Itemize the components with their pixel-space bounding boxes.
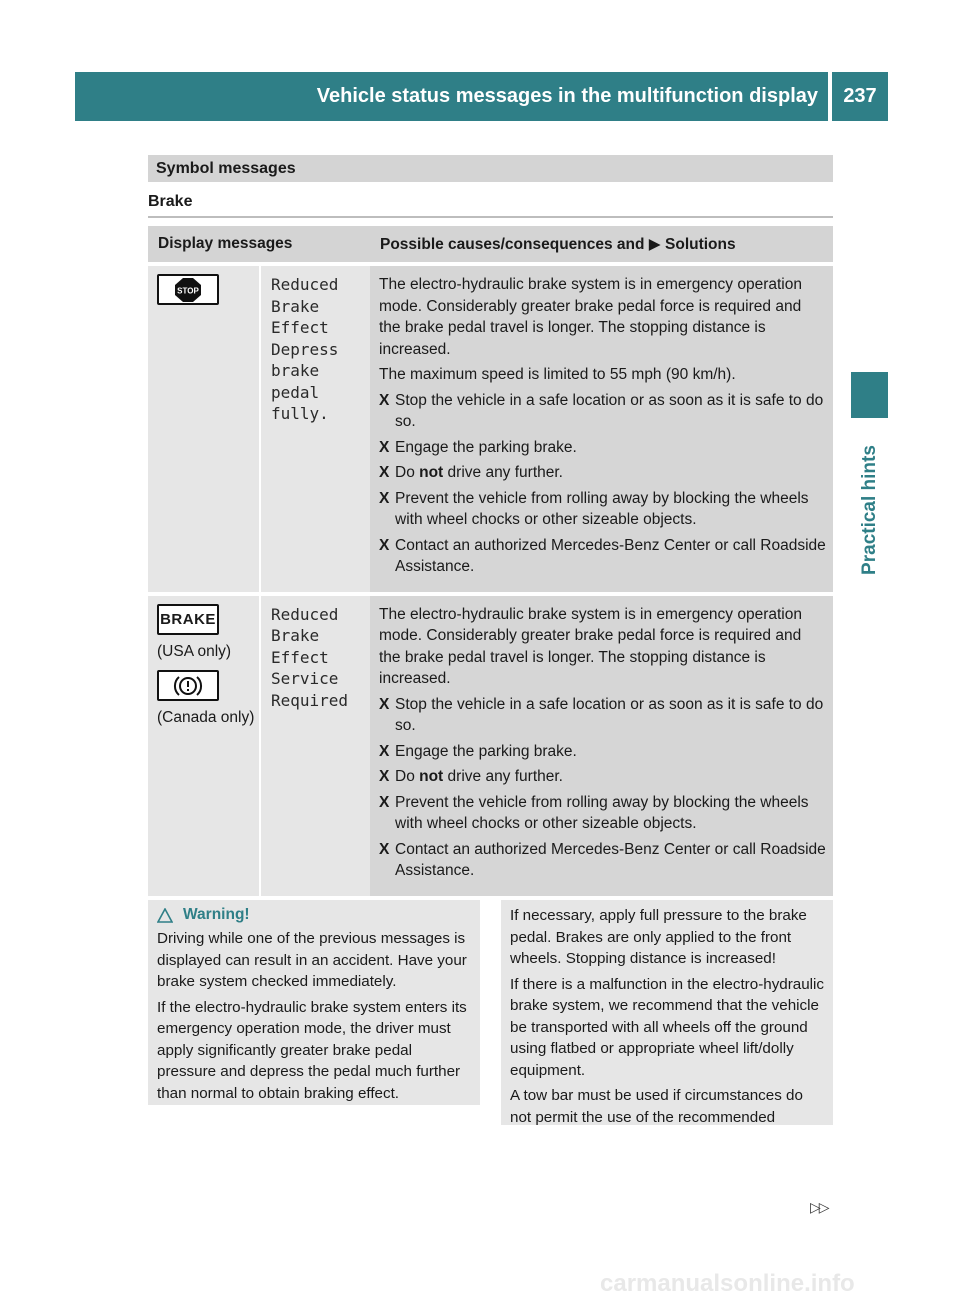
- solution-step-text: Stop the vehicle in a safe location or as soon as it is safe to do so.: [395, 391, 824, 430]
- table-row: [148, 262, 833, 592]
- cause-paragraph: The electro-hydraulic brake system is in emergency operation mode. Considerably greater brake pedal force is required and the brake pedal travel is longer. The stopping distance is increased.: [379, 276, 802, 358]
- brake-word-icon: [157, 604, 219, 635]
- page-header: [75, 72, 888, 121]
- causes-solutions-cell: [370, 266, 833, 592]
- emphasis-text: not: [419, 464, 444, 481]
- solution-step-text: Engage the parking brake.: [395, 742, 577, 760]
- subsection-title: Brake: [148, 193, 193, 210]
- column-header-display: Display messages: [158, 235, 293, 252]
- display-message-text: [259, 596, 370, 896]
- solution-step: [379, 694, 827, 737]
- step-arrow-icon: X: [379, 464, 390, 481]
- message-line: Effect: [271, 647, 329, 667]
- step-arrow-icon: X: [379, 536, 390, 554]
- table-header: [148, 226, 833, 262]
- display-message-text: [259, 266, 370, 592]
- warning-triangle-icon: [157, 908, 173, 923]
- warning-paragraph: Driving while one of the previous messages is displayed can result in an accident. Have your brake system checked immediately.: [157, 930, 467, 990]
- solution-step: [379, 839, 827, 882]
- message-line: Brake: [271, 626, 320, 645]
- solution-step: [379, 766, 827, 788]
- page-title: Vehicle status messages in the multifunction display: [75, 72, 828, 121]
- step-arrow-icon: X: [379, 768, 390, 785]
- cause-paragraph: The electro-hydraulic brake system is in emergency operation mode. Considerably greater brake pedal force is required and the brake pedal travel is longer. The stopping distance is increased.: [379, 605, 802, 687]
- solution-step: [379, 488, 827, 531]
- solution-step-text: Stop the vehicle in a safe location or as soon as it is safe to do so.: [395, 695, 824, 734]
- table-body: [148, 262, 833, 896]
- messages-table: [148, 226, 833, 896]
- brake-word: BRAKE: [160, 610, 216, 628]
- emphasis-text: not: [419, 768, 444, 785]
- message-line: Brake: [271, 296, 320, 316]
- message-line: Depress: [271, 339, 339, 359]
- note-paragraph: A tow bar must be used if circumstances do not permit the use of the recommended: [510, 1087, 803, 1126]
- page-number: 237: [832, 72, 888, 121]
- message-line: fully.: [271, 404, 329, 423]
- solution-step: [379, 792, 827, 835]
- solution-step: [379, 437, 827, 459]
- warning-title: Warning!: [183, 906, 250, 923]
- step-arrow-icon: X: [379, 391, 390, 409]
- warning-box: [148, 900, 480, 1105]
- display-symbol-cell: [148, 596, 259, 896]
- solution-step-text: Prevent the vehicle from rolling away by blocking the wheels with wheel chocks or other sizeable objects.: [395, 489, 809, 528]
- solution-step-text: Contact an authorized Mercedes-Benz Center or call Roadside Assistance.: [395, 840, 826, 879]
- chapter-tab-label: Practical hints: [858, 444, 880, 575]
- message-line: pedal: [271, 382, 320, 402]
- causes-solutions-cell: [370, 596, 833, 896]
- step-arrow-icon: X: [379, 695, 390, 713]
- stop-icon: [157, 274, 219, 305]
- chapter-tab[interactable]: [851, 423, 888, 596]
- solution-step-text: Prevent the vehicle from rolling away by blocking the wheels with wheel chocks or other sizeable objects.: [395, 793, 809, 832]
- solution-step-text: Engage the parking brake.: [395, 438, 577, 456]
- brake-warning-circle-icon: [157, 670, 219, 701]
- message-line: Service: [271, 669, 339, 688]
- solution-step: [379, 535, 827, 578]
- side-marker: [851, 372, 888, 418]
- note-paragraph: If there is a malfunction in the electro-hydraulic brake system, we recommend that the vehicle be transported with all wheels off the ground using flatbed or appropriate wheel lift/dolly equipment.: [510, 975, 825, 1079]
- solution-step-text: Do not drive any further.: [395, 464, 563, 481]
- table-row: [148, 592, 833, 896]
- subsection-divider: [148, 216, 833, 218]
- message-line: Reduced: [271, 604, 339, 624]
- column-header-causes: Possible causes/consequences and ▶ Solutions: [380, 236, 736, 253]
- message-line: Required: [271, 690, 349, 710]
- warning-heading: [157, 906, 472, 924]
- message-line: brake: [271, 361, 320, 380]
- message-line: Effect: [271, 318, 329, 337]
- step-arrow-icon: X: [379, 438, 390, 456]
- warning-paragraph: If the electro-hydraulic brake system enters its emergency operation mode, the driver must apply significantly greater brake pedal pressure and depress the pedal much further than normal to obtain braking effect.: [157, 998, 467, 1102]
- solution-step: [379, 741, 827, 763]
- step-arrow-icon: X: [379, 840, 390, 858]
- section-title: Symbol messages: [148, 155, 833, 182]
- step-arrow-icon: X: [379, 793, 390, 811]
- symbol-availability-label: (Canada only): [157, 709, 255, 726]
- towing-note-box: [501, 900, 833, 1125]
- message-line: Reduced: [271, 275, 339, 294]
- footer-watermark[interactable]: carmanualsonline.info: [600, 1270, 855, 1297]
- note-paragraph: If necessary, apply full pressure to the brake pedal. Brakes are only applied to the front wheels. Stopping distance is increased!: [510, 907, 807, 967]
- step-arrow-icon: X: [379, 489, 390, 507]
- solution-step-text: Do not drive any further.: [395, 768, 563, 785]
- display-symbol-cell: [148, 266, 259, 592]
- solution-step: [379, 390, 827, 433]
- symbol-availability-label: (USA only): [157, 642, 232, 660]
- solution-step-text: Contact an authorized Mercedes-Benz Center or call Roadside Assistance.: [395, 536, 826, 575]
- continued-icon: ▷▷: [810, 1199, 828, 1215]
- cause-paragraph: The maximum speed is limited to 55 mph (90 km/h).: [379, 366, 736, 383]
- step-arrow-icon: X: [379, 742, 390, 760]
- svg-text:STOP: STOP: [177, 286, 199, 295]
- solution-step: [379, 462, 827, 484]
